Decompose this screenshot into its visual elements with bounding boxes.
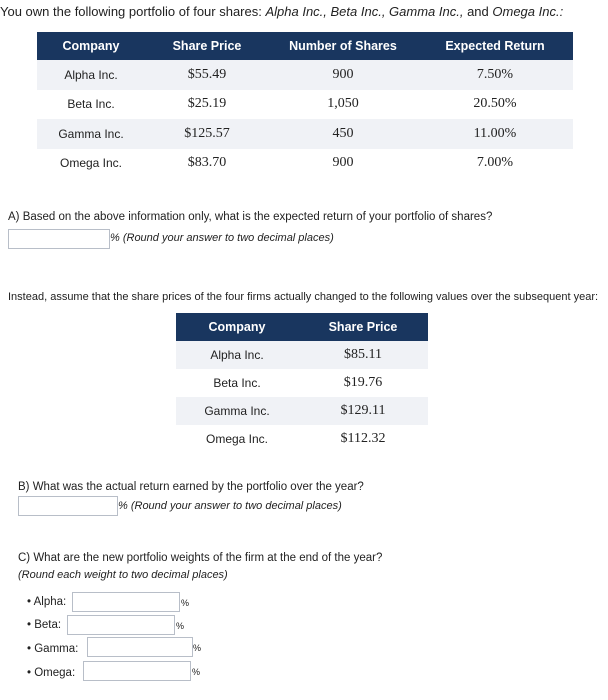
list-item: • Omega: [27,667,76,679]
table-row [37,119,573,149]
expected-return-cell: 7.50% [417,60,573,90]
share-price-cell: $112.32 [340,431,386,446]
share-price-cell: $125.57 [145,119,269,149]
header-company: Company [37,32,145,60]
question-c-sub: (Round each weight to two decimal places) [18,569,228,581]
expected-return-cell: 11.00% [417,119,573,149]
portfolio-table [37,32,573,178]
answer-b-input[interactable] [18,496,118,516]
company-cell: Omega Inc. [205,432,269,446]
omega-percent: % [192,667,201,677]
company-cell: Gamma Inc. [176,397,298,425]
intro-and: and [463,4,493,19]
new-prices-table-header [176,313,428,341]
company-cell: Gamma Inc. [37,119,145,149]
share-price-cell: $129.11 [298,397,428,425]
intro-text [0,4,563,19]
question-a-hint: % (Round your answer to two decimal places) [110,232,334,244]
table-row [176,425,428,453]
beta-label: Beta: [34,619,62,631]
table-row [176,369,428,397]
number-of-shares-cell: 450 [269,119,417,149]
alpha-weight-input[interactable] [72,592,180,612]
company-cell: Omega Inc. [59,156,123,171]
table-row [37,60,573,90]
intro-omega: Omega Inc.: [492,4,564,19]
table-row [37,90,573,120]
number-of-shares-cell: 900 [332,155,354,171]
table-row [176,397,428,425]
omega-weight-input[interactable] [83,661,191,681]
list-item: • Gamma: [27,643,79,655]
question-b: B) What was the actual return earned by the portfolio over the year? [18,481,364,493]
list-item: • Beta: [27,619,62,631]
intro-prefix: You own the following portfolio of four shares: [0,4,266,19]
company-cell: Alpha Inc. [176,341,298,369]
question-b-hint: % (Round your answer to two decimal places) [118,500,342,512]
header-share-price: Share Price [298,313,428,341]
alpha-percent: % [181,598,190,608]
table-row [37,149,573,179]
company-cell: Beta Inc. [67,97,115,112]
header-number-of-shares: Number of Shares [269,32,417,60]
header-expected-return: Expected Return [417,32,573,60]
share-price-cell: $25.19 [187,96,227,112]
share-price-cell: $85.11 [298,341,428,369]
table-row [176,341,428,369]
answer-a-input[interactable] [8,229,110,249]
share-price-cell: $83.70 [187,155,227,171]
question-c: C) What are the new portfolio weights of the firm at the end of the year? [18,552,383,564]
beta-percent: % [176,621,185,631]
share-price-cell: $19.76 [343,375,383,390]
company-cell: Beta Inc. [213,376,261,390]
share-price-cell: $55.49 [145,60,269,90]
portfolio-table-header [37,32,573,60]
instead-text: Instead, assume that the share prices of the four firms actually changed to the following values over the subsequent year: [8,291,599,303]
gamma-label: Gamma: [34,643,79,655]
gamma-percent: % [193,643,202,653]
alpha-label: Alpha: [33,596,67,608]
number-of-shares-cell: 1,050 [327,96,359,112]
omega-label: Omega: [34,667,76,679]
expected-return-cell: 20.50% [473,96,517,112]
new-prices-table [176,313,428,453]
question-a: A) Based on the above information only, what is the expected return of your portfolio of shares? [8,211,493,223]
header-share-price: Share Price [145,32,269,60]
list-item: • Alpha: [27,596,67,608]
header-company: Company [176,313,298,341]
company-cell: Alpha Inc. [37,60,145,90]
number-of-shares-cell: 900 [269,60,417,90]
gamma-weight-input[interactable] [87,637,193,657]
intro-companies: Alpha Inc., Beta Inc., Gamma Inc., [265,4,464,19]
expected-return-cell: 7.00% [476,155,514,171]
beta-weight-input[interactable] [67,615,175,635]
